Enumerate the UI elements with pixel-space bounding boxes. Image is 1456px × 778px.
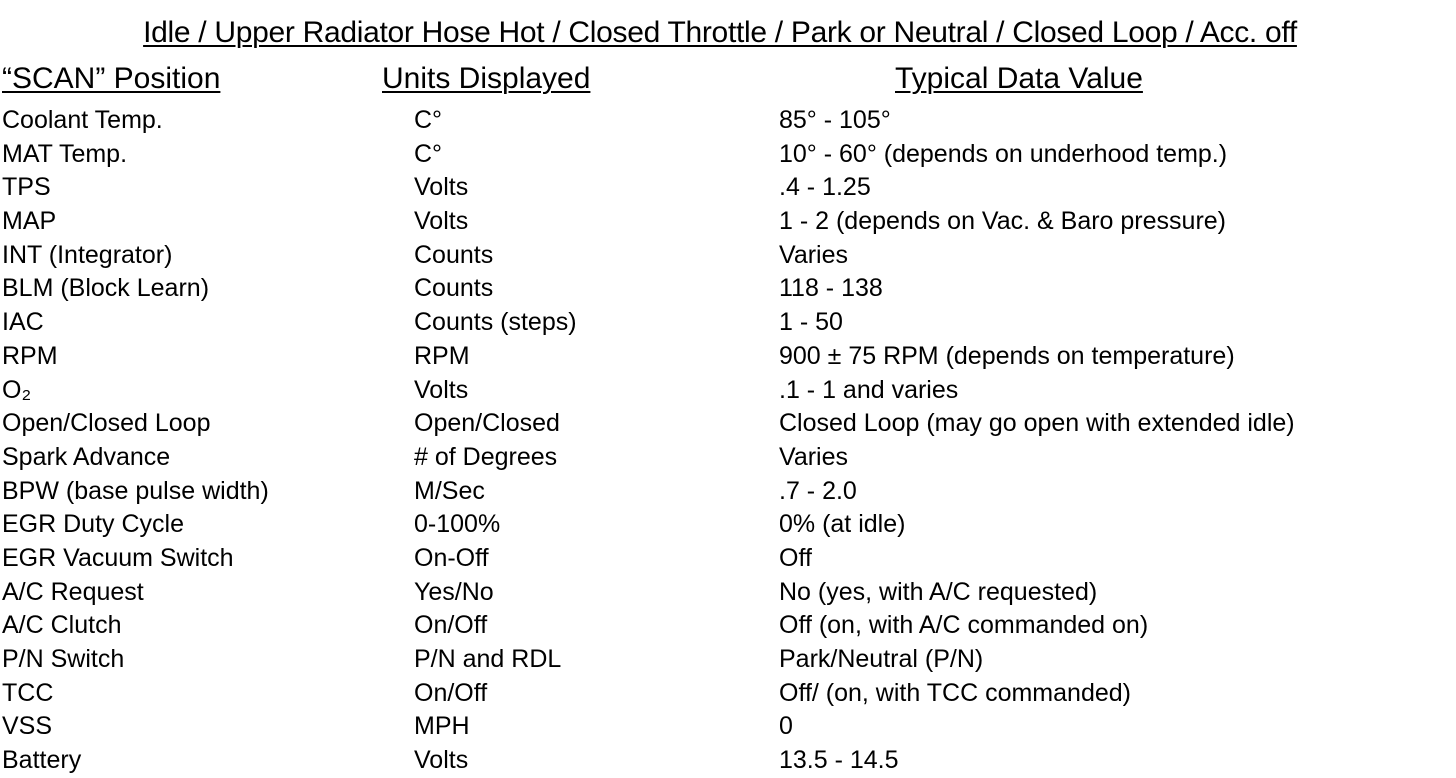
typical-data-value-cell: Closed Loop (may go open with extended idle) xyxy=(779,409,1295,438)
units-displayed-cell: Open/Closed xyxy=(414,409,560,438)
typical-data-value-cell: Off (on, with A/C commanded on) xyxy=(779,611,1149,640)
units-displayed-cell: # of Degrees xyxy=(414,442,558,471)
units-displayed-cell: Counts xyxy=(414,240,494,269)
units-displayed-cell: On-Off xyxy=(414,543,489,572)
scan-position-cell: RPM xyxy=(2,341,58,370)
table-row xyxy=(0,576,1440,610)
typical-data-value-cell: 0% (at idle) xyxy=(779,510,906,539)
typical-data-value-cell: 1 - 2 (depends on Vac. & Baro pressure) xyxy=(779,207,1226,236)
table-row xyxy=(0,441,1440,475)
typical-data-value-cell: Off/ (on, with TCC commanded) xyxy=(779,678,1131,707)
typical-data-value-cell: .4 - 1.25 xyxy=(779,173,871,202)
column-header-scan-position: “SCAN” Position xyxy=(2,62,221,95)
scan-position-cell: BPW (base pulse width) xyxy=(2,476,269,505)
typical-data-value-cell: 13.5 - 14.5 xyxy=(779,746,899,775)
units-displayed-cell: On/Off xyxy=(414,611,488,640)
table-row xyxy=(0,508,1440,542)
typical-data-value-cell: Varies xyxy=(779,442,849,471)
table-row xyxy=(0,710,1440,744)
scan-position-cell: VSS xyxy=(2,712,53,741)
units-displayed-cell: MPH xyxy=(414,712,470,741)
table-row xyxy=(0,677,1440,711)
units-displayed-cell: Counts (steps) xyxy=(414,308,577,337)
scan-position-cell: INT (Integrator) xyxy=(2,240,173,269)
typical-data-value-cell: .7 - 2.0 xyxy=(779,476,857,505)
scan-position-cell: O₂ xyxy=(2,375,32,404)
typical-data-value-cell: 85° - 105° xyxy=(779,106,891,134)
table-row xyxy=(0,407,1440,441)
column-header-typical-data-value: Typical Data Value xyxy=(895,62,1143,95)
table-row xyxy=(0,306,1440,340)
units-displayed-cell: RPM xyxy=(414,341,470,370)
scan-position-cell: TCC xyxy=(2,678,54,707)
typical-data-value-cell: 1 - 50 xyxy=(779,308,843,337)
scan-position-cell: Battery xyxy=(2,746,82,775)
scan-position-cell: A/C Request xyxy=(2,577,144,606)
units-displayed-cell: Volts xyxy=(414,746,469,775)
units-displayed-cell: P/N and RDL xyxy=(414,645,562,673)
page-title: Idle / Upper Radiator Hose Hot / Closed Throttle / Park or Neutral / Closed Loop / Acc. off xyxy=(143,16,1297,49)
scan-position-cell: TPS xyxy=(2,173,51,202)
units-displayed-cell: Yes/No xyxy=(414,577,494,606)
units-displayed-cell: On/Off xyxy=(414,678,488,707)
units-displayed-cell: M/Sec xyxy=(414,476,485,505)
table-row xyxy=(0,171,1440,205)
units-displayed-cell: Volts xyxy=(414,207,469,236)
table-row xyxy=(0,643,1440,677)
table-row xyxy=(0,744,1440,778)
table-row xyxy=(0,272,1440,306)
scan-position-cell: Spark Advance xyxy=(2,442,171,471)
typical-data-value-cell: 118 - 138 xyxy=(779,274,883,303)
scan-position-cell: A/C Clutch xyxy=(2,611,122,640)
scan-position-cell: Open/Closed Loop xyxy=(2,409,211,438)
units-displayed-cell: C° xyxy=(414,139,443,168)
data-table xyxy=(0,104,1440,778)
units-displayed-cell: 0-100% xyxy=(414,510,501,539)
typical-data-value-cell: 10° - 60° (depends on underhood temp.) xyxy=(779,139,1228,168)
table-row xyxy=(0,475,1440,509)
table-row xyxy=(0,340,1440,374)
typical-data-value-cell: Park/Neutral (P/N) xyxy=(779,645,984,673)
table-row xyxy=(0,542,1440,576)
column-header-units-displayed: Units Displayed xyxy=(382,62,591,95)
scan-position-cell: EGR Vacuum Switch xyxy=(2,543,234,572)
scan-position-cell: Coolant Temp. xyxy=(2,106,163,134)
table-row xyxy=(0,205,1440,239)
table-row xyxy=(0,239,1440,273)
units-displayed-cell: Volts xyxy=(414,375,469,404)
typical-data-value-cell: Off xyxy=(779,543,812,572)
scan-position-cell: MAT Temp. xyxy=(2,139,128,168)
typical-data-value-cell: 900 ± 75 RPM (depends on temperature) xyxy=(779,341,1235,370)
scan-position-cell: P/N Switch xyxy=(2,645,125,673)
units-displayed-cell: Counts xyxy=(414,274,494,303)
units-displayed-cell: Volts xyxy=(414,173,469,202)
typical-data-value-cell: 0 xyxy=(779,712,793,741)
table-row xyxy=(0,609,1440,643)
table-row xyxy=(0,138,1440,172)
scan-position-cell: IAC xyxy=(2,308,44,337)
scan-position-cell: MAP xyxy=(2,207,57,236)
typical-data-value-cell: Varies xyxy=(779,240,849,269)
table-row xyxy=(0,104,1440,138)
units-displayed-cell: C° xyxy=(414,106,443,134)
typical-data-value-cell: No (yes, with A/C requested) xyxy=(779,577,1098,606)
table-row xyxy=(0,374,1440,408)
scan-position-cell: BLM (Block Learn) xyxy=(2,274,210,303)
scan-position-cell: EGR Duty Cycle xyxy=(2,510,184,539)
typical-data-value-cell: .1 - 1 and varies xyxy=(779,375,959,404)
